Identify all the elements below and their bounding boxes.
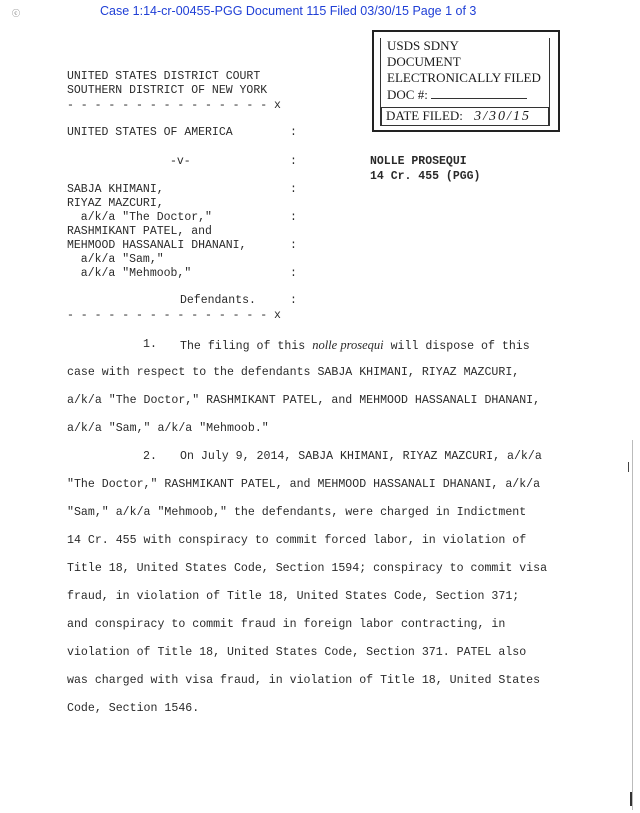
paragraph-1-text: The filing of this: [180, 340, 306, 353]
stamp-date-label: DATE FILED:: [386, 108, 463, 123]
paragraph-2-line: "The Doctor," RASHMIKANT PATEL, and MEHMOOD HASSANALI DHANANI, a/k/a: [67, 478, 541, 491]
versus-label: -v-: [170, 155, 191, 168]
paragraph-1-line: [180, 338, 530, 353]
stamp-doc-row: [387, 86, 549, 103]
court-name: UNITED STATES DISTRICT COURT: [67, 70, 261, 83]
paragraph-1-text: will dispose of this: [390, 340, 530, 353]
court-district: SOUTHERN DISTRICT OF NEW YORK: [67, 84, 268, 97]
stamp-doc-blank: [431, 86, 527, 99]
paragraph-2-line: fraud, in violation of Title 18, United States Code, Section 371;: [67, 590, 520, 603]
ecf-header-stamp: Case 1:14-cr-00455-PGG Document 115 Filed 03/30/15 Page 1 of 3: [100, 4, 477, 18]
stamp-line-usds: USDS SDNY: [387, 38, 459, 53]
plaintiff-name: UNITED STATES OF AMERICA: [67, 126, 233, 139]
caption-colon: :: [290, 126, 297, 139]
scan-mark: ⓒ: [12, 9, 20, 18]
paragraph-1-line: a/k/a "The Doctor," RASHMIKANT PATEL, and MEHMOOD HASSANALI DHANANI,: [67, 394, 541, 407]
paragraph-2-line: On July 9, 2014, SABJA KHIMANI, RIYAZ MAZCURI, a/k/a: [180, 450, 542, 463]
document-title: NOLLE PROSEQUI: [370, 155, 467, 168]
stamp-doc-label: DOC #:: [387, 87, 428, 102]
defendants-label: Defendants.: [180, 294, 256, 307]
case-number: 14 Cr. 455 (PGG): [370, 170, 481, 183]
defendant-alias: a/k/a "The Doctor,": [67, 211, 212, 224]
defendant-alias: a/k/a "Sam,": [67, 253, 164, 266]
caption-colon: :: [290, 239, 297, 252]
caption-colon: :: [290, 294, 297, 307]
usdc-filing-stamp: [372, 30, 560, 132]
caption-colon: :: [290, 267, 297, 280]
defendant-line: SABJA KHIMANI,: [67, 183, 164, 196]
paragraph-1-line: case with respect to the defendants SABJA KHIMANI, RIYAZ MAZCURI,: [67, 366, 520, 379]
paragraph-2-line: and conspiracy to commit fraud in foreign labor contracting, in: [67, 618, 506, 631]
caption-colon: :: [290, 211, 297, 224]
caption-colon: :: [290, 155, 297, 168]
defendant-alias: a/k/a "Mehmoob,": [67, 267, 192, 280]
scan-edge-line: [632, 440, 633, 810]
paragraph-2-line: "Sam," a/k/a "Mehmoob," the defendants, were charged in Indictment: [67, 506, 527, 519]
stamp-line-document: DOCUMENT: [387, 54, 461, 69]
nolle-prosequi-italic: nolle prosequi: [312, 338, 384, 352]
paragraph-number: 2.: [143, 450, 157, 463]
paragraph-2-line: Title 18, United States Code, Section 1594; conspiracy to commit visa: [67, 562, 548, 575]
stamp-date-value: 3/30/15: [474, 109, 531, 124]
paragraph-1-line: a/k/a "Sam," a/k/a "Mehmoob.": [67, 422, 269, 435]
scan-margin-mark: [630, 792, 632, 806]
paragraph-2-line: was charged with visa fraud, in violation of Title 18, United States: [67, 674, 541, 687]
caption-top-rule: - - - - - - - - - - - - - - - x: [67, 99, 281, 112]
stamp-date-row: [381, 107, 549, 126]
caption-bottom-rule: - - - - - - - - - - - - - - - x: [67, 309, 281, 322]
paragraph-2-line: Code, Section 1546.: [67, 702, 200, 715]
paragraph-2-line: violation of Title 18, United States Code, Section 371. PATEL also: [67, 646, 527, 659]
defendant-line: RIYAZ MAZCURI,: [67, 197, 164, 210]
caption-colon: :: [290, 183, 297, 196]
defendant-line: RASHMIKANT PATEL, and: [67, 225, 212, 238]
defendant-line: MEHMOOD HASSANALI DHANANI,: [67, 239, 247, 252]
paragraph-2-line: 14 Cr. 455 with conspiracy to commit forced labor, in violation of: [67, 534, 527, 547]
stamp-line-electronically-filed: ELECTRONICALLY FILED: [387, 70, 541, 85]
paragraph-number: 1.: [143, 338, 157, 351]
scan-margin-mark: [628, 462, 629, 472]
